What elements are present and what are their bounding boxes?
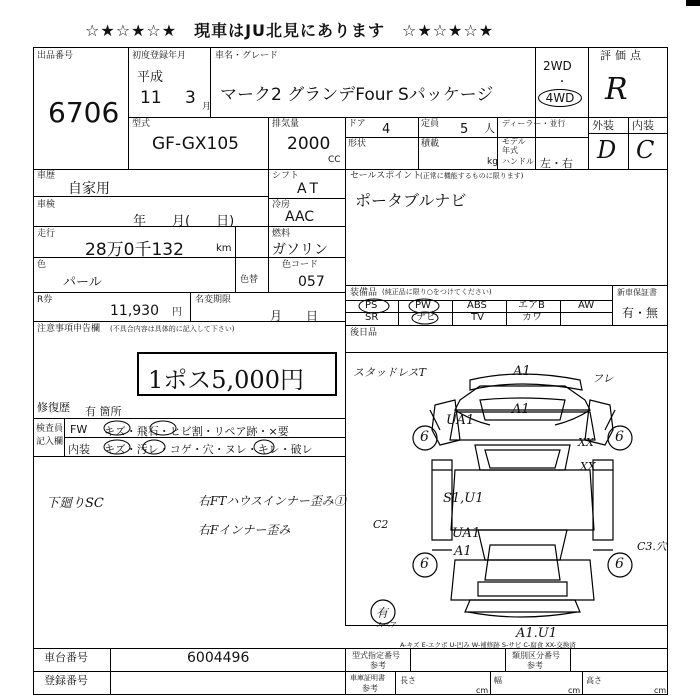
interior-value: C — [636, 136, 655, 164]
name-change-value: 月 日 — [270, 309, 319, 323]
equip-airbag: エアB — [518, 300, 545, 311]
repair-label: 修復歴 — [37, 401, 70, 414]
spare-yes: 有 — [376, 606, 389, 620]
category-no-label: 類別区分番号 — [512, 651, 560, 660]
notes-label: 注意事項申告欄 — [37, 324, 101, 334]
recycle-unit: 円 — [172, 307, 182, 318]
mark-bottom: A1.U1 — [516, 626, 558, 641]
model-code-label: 型式 — [132, 119, 151, 129]
notes-stamp-text: 1ポス5,000円 — [148, 366, 304, 394]
tire-front-left: 6 — [420, 429, 429, 445]
vehicle-cert-ref: 参考 — [362, 684, 378, 693]
color-change-label: 色替 — [240, 275, 259, 285]
exterior-value: D — [597, 136, 617, 164]
inspection-value: 年 月( 日) — [133, 214, 235, 229]
score-value: R — [605, 72, 628, 107]
selling-points-value: ポータブルナビ — [355, 191, 467, 210]
spare-label: スペア — [376, 621, 397, 629]
inspection-label: 車検 — [37, 200, 56, 210]
color-code-label: 色コード — [282, 260, 319, 270]
dealer-label: ディーラー・並行 — [502, 119, 566, 128]
doors-label: ドア — [348, 119, 366, 129]
mileage-label: 走行 — [37, 229, 56, 239]
equip-aw: AW — [578, 300, 595, 311]
handle-value: 左・右 — [540, 157, 573, 170]
tire-rear-left: 6 — [420, 556, 429, 572]
shape-label: 形状 — [348, 139, 367, 149]
vehicle-cert-label: 車庫証明書 — [350, 674, 385, 682]
equipment-small: (純正品に限り○をつけてください) — [382, 288, 492, 296]
length-cm: cm — [476, 686, 489, 695]
capacity-unit: 人 — [484, 122, 495, 135]
inspector-label-1: 検査員 — [36, 424, 64, 434]
equipment-label: 装備品 — [350, 288, 378, 298]
length-label: 長さ — [400, 676, 416, 685]
mileage-value: 28万0千132 — [85, 240, 184, 260]
int-label: 内装 — [68, 443, 90, 456]
kg-label: kg — [487, 157, 498, 167]
chassis-no-label: 車台番号 — [44, 651, 88, 664]
selling-points-small: (正常に機能するものに限ります) — [420, 172, 524, 180]
height-label: 高さ — [586, 676, 602, 685]
fuel-label: 燃料 — [272, 229, 291, 239]
handle-label: ハンドル — [502, 157, 534, 166]
name-change-label: 名変期限 — [195, 295, 232, 305]
mark-xx2: XX — [580, 460, 596, 473]
fw-items: キズ・飛石・ヒビ割・リペア跡・×要 — [104, 425, 289, 438]
mark-top-a1: A1 — [513, 364, 531, 379]
mark-s1u1: S1,U1 — [443, 491, 484, 506]
mark-ua1-mid: UA1 — [452, 526, 481, 541]
type-designation-ref: 参考 — [370, 661, 386, 670]
banner: ☆★☆★☆★ 現車はJU北見にあります ☆★☆★☆★ — [85, 21, 495, 40]
equip-tv: TV — [471, 312, 484, 323]
chassis-no-value: 6004496 — [187, 650, 250, 666]
warranty-label: 新車保証書 — [617, 288, 657, 297]
mark-a1-mid2: A1 — [454, 544, 472, 559]
type-designation-label: 型式指定番号 — [352, 651, 400, 660]
year-value: 11 — [140, 88, 162, 108]
tire-rear-right: 6 — [615, 556, 624, 572]
cooling-value: AAC — [285, 209, 315, 225]
era-value: 平成 — [137, 70, 164, 85]
capacity-label: 定員 — [421, 119, 440, 129]
model-code-value: GF-GX105 — [152, 134, 239, 154]
exterior-label: 外装 — [592, 119, 614, 132]
load-label: 積載 — [421, 139, 440, 149]
model-name-value: マーク2 グランデFour Sパッケージ — [220, 85, 494, 105]
tire-front-right: 6 — [615, 429, 624, 445]
mileage-unit: km — [216, 243, 232, 254]
damage-note-2: 右Fインナー歪み — [198, 523, 291, 537]
drive-2wd: 2WD — [543, 59, 572, 73]
displacement-unit: CC — [328, 155, 341, 165]
displacement-label: 排気量 — [272, 119, 300, 129]
first-reg-label: 初度登録年月 — [132, 51, 187, 61]
history-value: 自家用 — [68, 181, 110, 197]
mark-c3: C3.穴 — [637, 540, 667, 553]
shift-label: シフト — [272, 171, 300, 181]
repair-value: 有 箇所 — [85, 405, 122, 418]
lot-no-label: 出品番号 — [37, 51, 74, 61]
width-label: 幅 — [494, 676, 502, 685]
displacement-value: 2000 — [287, 134, 331, 154]
studless-note: スタッドレスT — [353, 366, 427, 379]
model-year-label: モデル年式 — [502, 137, 526, 155]
notes-small: (不具合内容は具体的に記入して下さい) — [110, 325, 235, 333]
mark-fu: フレ — [592, 372, 614, 385]
fw-label: FW — [70, 423, 88, 436]
cooling-label: 冷房 — [272, 200, 291, 210]
mark-xx1: XX — [578, 436, 594, 449]
doors-value: 4 — [382, 122, 391, 137]
mark-a1-mid: A1 — [512, 402, 530, 417]
category-no-ref: 参考 — [527, 661, 543, 670]
equip-pw: PW — [415, 300, 431, 311]
interior-label: 内装 — [632, 119, 654, 132]
equip-abs: ABS — [467, 300, 487, 311]
selling-points-label: セールスポイント — [350, 171, 422, 181]
color-label: 色 — [37, 260, 47, 270]
month-unit: 月 — [202, 102, 212, 112]
fuel-value: ガソリン — [272, 242, 328, 258]
reg-no-label: 登録番号 — [44, 674, 88, 687]
model-name-label: 車名・グレード — [215, 51, 279, 61]
drive-dot: ・ — [557, 77, 567, 88]
damage-legend: A-キズ E-エクボ U-凹み W-補修跡 S-サビ C-腐食 XX-交換済 — [400, 641, 576, 649]
capacity-value: 5 — [460, 122, 469, 137]
equip-leather: カワ — [522, 312, 542, 323]
shift-value: AT — [297, 181, 323, 197]
equip-sr: SR — [365, 312, 379, 323]
color-value: パール — [63, 275, 102, 290]
inspector-label-2: 記入欄 — [36, 437, 64, 447]
history-label: 車歴 — [37, 171, 56, 181]
equip-ps: PS — [365, 300, 378, 311]
mark-c2: C2 — [373, 518, 389, 531]
score-label: 評価点 — [600, 49, 645, 62]
lot-no-value: 6706 — [48, 96, 120, 129]
equip-navi: ナビ — [416, 312, 436, 323]
damage-note-1: 右FTハウスインナー歪み① — [198, 494, 346, 508]
mark-ua1-top: UA1 — [446, 413, 475, 428]
width-cm: cm — [568, 686, 581, 695]
underbody-note: 下廻りSC — [46, 496, 104, 511]
color-code-value: 057 — [298, 274, 325, 290]
recycle-value: 11,930 — [110, 303, 159, 319]
int-items: キズ・汚レ・コゲ・穴・ヌレ・キレ・破レ — [104, 443, 313, 456]
post-fitted-label: 後日品 — [350, 328, 378, 338]
height-cm: cm — [654, 686, 667, 695]
drive-4wd: 4WD — [538, 89, 582, 107]
recycle-label: R券 — [37, 295, 53, 305]
warranty-value: 有・無 — [622, 306, 659, 320]
month-value: 3 — [185, 88, 196, 108]
